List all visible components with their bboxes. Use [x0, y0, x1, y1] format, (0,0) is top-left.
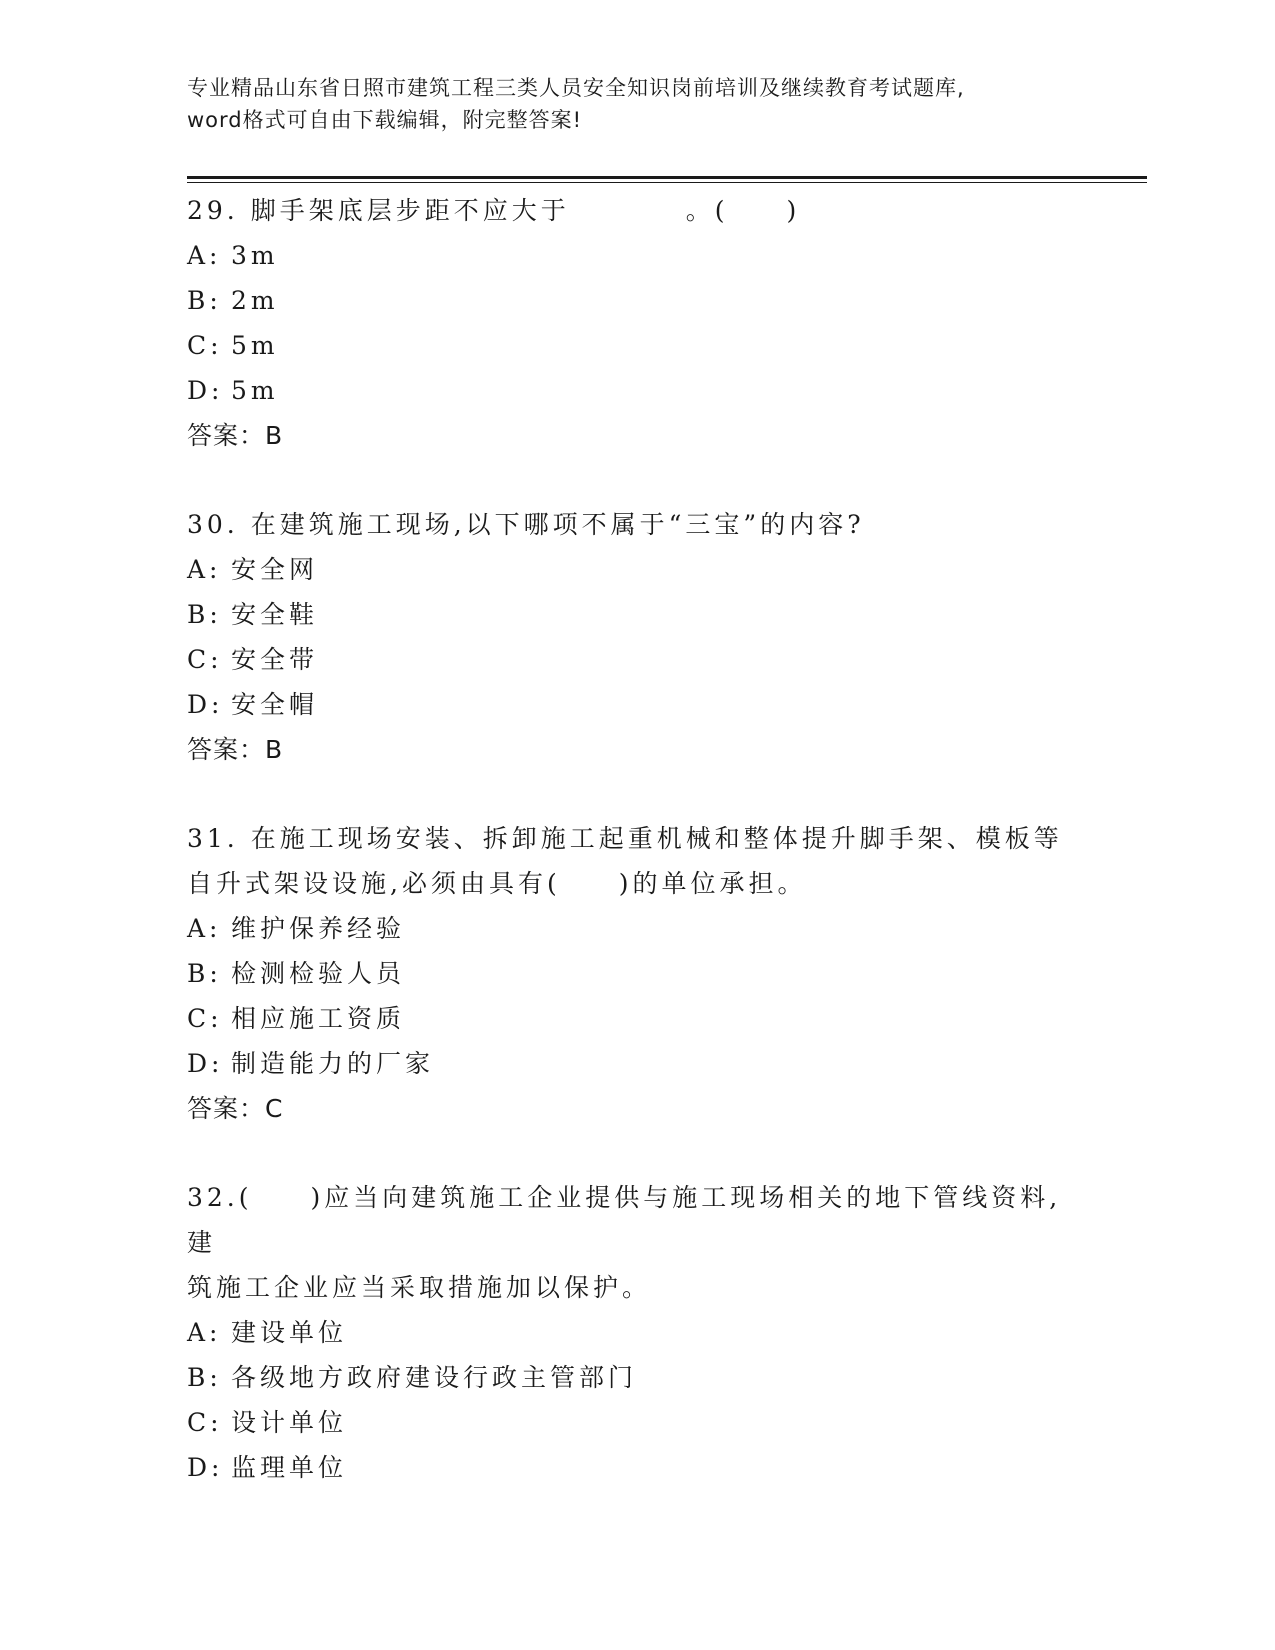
- option-letter: B:: [187, 959, 222, 988]
- option-letter: A:: [187, 1318, 222, 1347]
- option-text: 5m: [231, 331, 279, 360]
- option-text: 检测检验人员: [231, 959, 406, 988]
- option-letter: B:: [187, 1363, 222, 1392]
- answer-line: 答案：C: [187, 1094, 284, 1123]
- option-letter: B:: [187, 286, 222, 315]
- option-a: [187, 547, 1087, 592]
- question-stem-line-2: 筑施工企业应当采取措施加以保护。: [187, 1273, 652, 1302]
- option-text: 安全帽: [231, 690, 319, 719]
- option-text: 相应施工资质: [231, 1004, 406, 1033]
- option-text: 维护保养经验: [231, 914, 406, 943]
- option-text: 建设单位: [231, 1318, 348, 1347]
- question-stem-line-2: 自升式架设设施,必须由具有( )的单位承担。: [187, 869, 807, 898]
- option-d: [187, 682, 1087, 727]
- question-stem: 29. 脚手架底层步距不应大于 。( ): [187, 196, 801, 225]
- question-31: [187, 816, 1087, 1131]
- header-line-1: 专业精品山东省日照市建筑工程三类人员安全知识岗前培训及继续教育考试题库,: [187, 76, 965, 100]
- option-text: 3m: [231, 241, 279, 270]
- question-30: [187, 502, 1087, 772]
- option-text: 安全鞋: [231, 600, 319, 629]
- option-d: [187, 1041, 1087, 1086]
- question-stem-line-1: 31. 在施工现场安装、拆卸施工起重机械和整体提升脚手架、模板等: [187, 824, 1063, 853]
- option-letter: D:: [187, 690, 224, 719]
- answer-line: 答案：B: [187, 421, 284, 450]
- option-letter: C:: [187, 645, 223, 674]
- option-letter: D:: [187, 1453, 224, 1482]
- option-b: [187, 1355, 1087, 1400]
- header-divider-thin: [187, 182, 1147, 183]
- option-text: 制造能力的厂家: [231, 1049, 435, 1078]
- option-letter: A:: [187, 914, 222, 943]
- option-c: [187, 637, 1087, 682]
- option-text: 设计单位: [231, 1408, 348, 1437]
- option-b: [187, 592, 1087, 637]
- option-text: 监理单位: [231, 1453, 348, 1482]
- option-a: [187, 233, 1087, 278]
- question-stem: 30. 在建筑施工现场,以下哪项不属于“三宝”的内容?: [187, 510, 865, 539]
- header-divider-thick: [187, 176, 1147, 179]
- option-letter: A:: [187, 241, 222, 270]
- question-32: [187, 1175, 1087, 1490]
- option-b: [187, 278, 1087, 323]
- option-text: 2m: [231, 286, 279, 315]
- option-letter: C:: [187, 1408, 223, 1437]
- option-letter: C:: [187, 331, 223, 360]
- document-header: [187, 72, 1087, 136]
- option-c: [187, 323, 1087, 368]
- option-c: [187, 996, 1087, 1041]
- option-text: 各级地方政府建设行政主管部门: [231, 1363, 638, 1392]
- option-letter: A:: [187, 555, 222, 584]
- question-29: [187, 188, 1087, 458]
- question-stem-line-1: 32.( )应当向建筑施工企业提供与施工现场相关的地下管线资料,建: [187, 1183, 1062, 1257]
- option-b: [187, 951, 1087, 996]
- option-letter: B:: [187, 600, 222, 629]
- option-letter: D:: [187, 1049, 224, 1078]
- option-a: [187, 906, 1087, 951]
- option-c: [187, 1400, 1087, 1445]
- header-line-2: word格式可自由下载编辑，附完整答案!: [187, 108, 583, 132]
- answer-line: 答案：B: [187, 735, 284, 764]
- option-d: [187, 368, 1087, 413]
- option-a: [187, 1310, 1087, 1355]
- option-text: 5m: [231, 376, 279, 405]
- option-letter: D:: [187, 376, 224, 405]
- option-text: 安全带: [231, 645, 319, 674]
- option-letter: C:: [187, 1004, 223, 1033]
- question-list: [187, 188, 1087, 1534]
- option-text: 安全网: [231, 555, 319, 584]
- option-d: [187, 1445, 1087, 1490]
